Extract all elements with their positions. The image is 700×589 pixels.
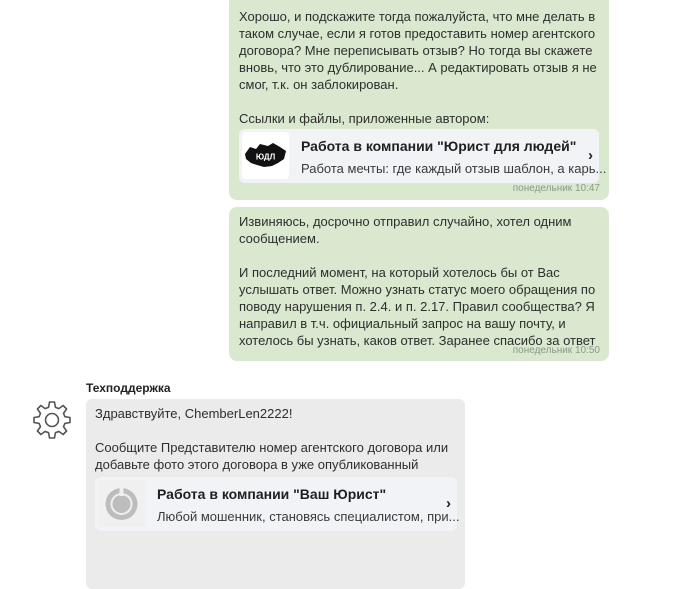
company-logo bbox=[242, 132, 289, 179]
card-description: Любой мошенник, становясь специалистом, при... bbox=[157, 509, 460, 524]
link-preview-card[interactable] bbox=[95, 477, 460, 531]
chevron-right-icon: › bbox=[588, 147, 593, 164]
gear-icon bbox=[32, 399, 72, 439]
card-title: Работа в компании "Ваш Юрист" bbox=[157, 486, 387, 502]
chevron-right-icon: › bbox=[446, 495, 451, 512]
message-time: понедельник 10:50 bbox=[512, 345, 600, 356]
message-text: Здравствуйте, ChemberLen2222! Сообщите Представителю номер агентского договора или добавьте фото этого договора в уже опубликованный bbox=[95, 406, 449, 472]
company-logo-text: ЮДЛ bbox=[255, 152, 276, 162]
message-bubble-support bbox=[86, 399, 465, 589]
message-bubble-user bbox=[229, 207, 609, 361]
message-author: Техподдержка bbox=[86, 381, 171, 395]
card-title: Работа в компании "Юрист для людей" bbox=[301, 138, 577, 154]
message-bubble-user bbox=[229, 0, 609, 200]
company-logo bbox=[98, 480, 145, 527]
message-text: Хорошо, и подскажите тогда пожалуйста, что мне делать в таком случае, если я готов предоставить номер агентского договора? Мне переписывать отзыв? Но тогда вы скажете вновь, что это дублирование... А редактировать отзыв я не смог, т.к. он заблокирован. Ссылки и файлы, приложенные автором: bbox=[239, 9, 597, 126]
message-text: Извиняюсь, досрочно отправил случайно, хотел одним сообщением. И последний момент, на который хотелось бы от Вас услышать ответ. Можно узнать статус моего обращения по поводу нарушения п. 2.4. и п. 2.17. Правил сообщества? Я направил в т.ч. официальный запрос на вашу почту, и хотелось бы узнать, каков ответ. Заранее спасибо за ответ bbox=[239, 214, 596, 348]
card-description: Работа мечты: где каждый отзыв шаблон, а карь... bbox=[301, 161, 607, 176]
message-time: понедельник 10:47 bbox=[512, 183, 600, 194]
link-preview-card[interactable] bbox=[239, 129, 607, 183]
